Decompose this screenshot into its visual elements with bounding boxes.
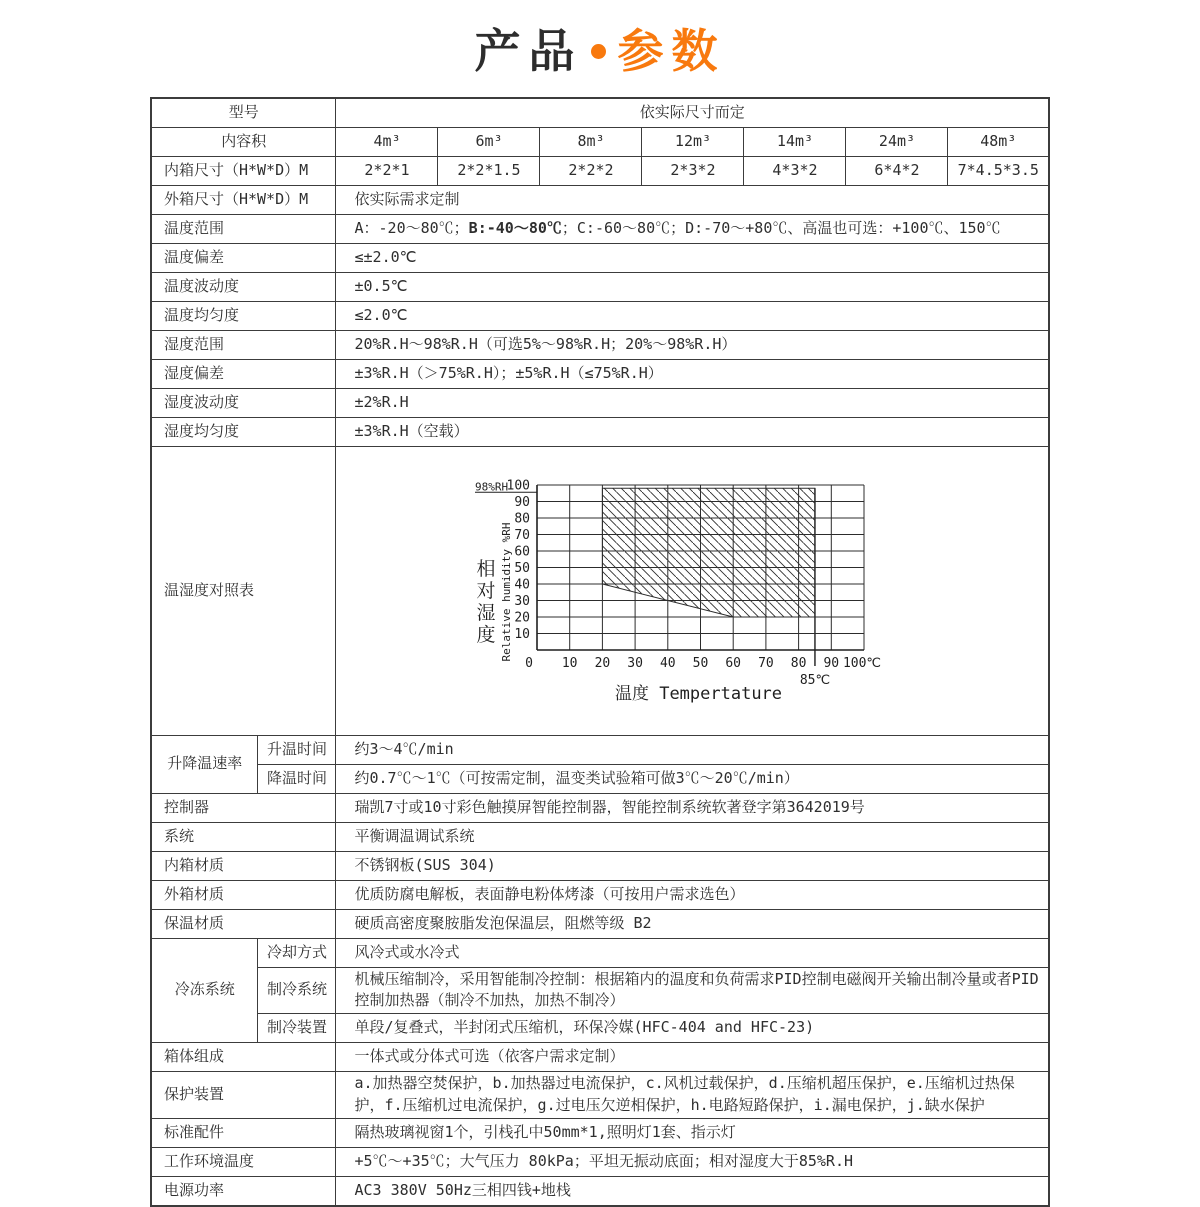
- volume-cell: 24m³: [846, 127, 948, 156]
- row-value: 优质防腐电解板，表面静电粉体烤漆（可按用户需求选色）: [336, 880, 1049, 909]
- y-tick-label: 60: [514, 544, 531, 560]
- row-label: 湿度均匀度: [151, 417, 336, 446]
- row-label: 保温材质: [151, 909, 336, 938]
- volume-cell: 14m³: [744, 127, 846, 156]
- inner-size-cell: 2*2*2: [540, 156, 642, 185]
- row-inner-material: [151, 851, 1049, 880]
- x-tick-label: 50: [693, 655, 709, 671]
- page-title-black: 产品: [474, 25, 583, 77]
- row-temp-deviation: [151, 243, 1049, 272]
- inner-size-cell: 2*2*1.5: [438, 156, 540, 185]
- row-label: 控制器: [151, 793, 336, 822]
- row-sublabel: 升温时间: [258, 735, 336, 764]
- row-value: a.加热器空焚保护，b.加热器过电流保护，c.风机过载保护，d.压缩机超压保护，e.压缩机过热保护，f.压缩机过电流保护，g.过电压欠逆相保护，h.电路短路保护，i.漏电保护，j.缺水保护: [336, 1072, 1049, 1119]
- row-sublabel: 降温时间: [258, 764, 336, 793]
- row-sublabel: 制冷装置: [258, 1014, 336, 1043]
- row-label: 箱体组成: [151, 1043, 336, 1072]
- x-tick-label: 40: [660, 655, 677, 671]
- temp-range-pre: A：-20～80℃；: [354, 218, 469, 237]
- row-value: 平衡调温调试系统: [336, 822, 1049, 851]
- row-label: 内箱材质: [151, 851, 336, 880]
- inner-size-cell: 4*3*2: [744, 156, 846, 185]
- row-label: 工作环境温度: [151, 1147, 336, 1176]
- row-system: [151, 822, 1049, 851]
- temp-humidity-chart: [472, 475, 912, 707]
- page: [0, 26, 1200, 1207]
- row-label: 内箱尺寸（H*W*D）M: [151, 156, 336, 185]
- x-tick-label: 80: [791, 655, 807, 671]
- row-humidity-range: [151, 330, 1049, 359]
- row-volume: [151, 127, 1049, 156]
- row-temp-humidity-chart: [151, 446, 1049, 735]
- title-separator-dot-icon: [591, 44, 606, 59]
- row-label: 温度范围: [151, 214, 336, 243]
- row-label: 标准配件: [151, 1118, 336, 1147]
- y-tick-label: 10: [514, 626, 531, 642]
- row-insulation: [151, 909, 1049, 938]
- row-sublabel: 制冷系统: [258, 967, 336, 1014]
- row-temp-fluctuation: [151, 272, 1049, 301]
- y-tick-label: 90: [514, 494, 531, 510]
- x-tick-label: 90: [823, 655, 840, 671]
- row-value: ≤±2.0℃: [336, 243, 1049, 272]
- row-label: 内容积: [151, 127, 336, 156]
- row-humidity-fluctuation: [151, 388, 1049, 417]
- page-title-orange: 参数: [617, 25, 726, 77]
- row-label: 湿度范围: [151, 330, 336, 359]
- row-label: 温湿度对照表: [151, 446, 336, 735]
- row-value: ≤2.0℃: [336, 301, 1049, 330]
- row-model: [151, 98, 1049, 128]
- volume-cell: 12m³: [642, 127, 744, 156]
- page-title: [0, 26, 1200, 77]
- row-value: 20%R.H～98%R.H（可选5%～98%R.H；20%～98%R.H）: [336, 330, 1049, 359]
- row-value: 硬质高密度聚胺脂发泡保温层，阻燃等级 B2: [336, 909, 1049, 938]
- row-humidity-deviation: [151, 359, 1049, 388]
- row-value: ±2%R.H: [336, 388, 1049, 417]
- row-value: 一体式或分体式可选（依客户需求定制）: [336, 1043, 1049, 1072]
- x-tick-label: 10: [562, 655, 579, 671]
- row-label: 系统: [151, 822, 336, 851]
- y-axis-title-en: Relative humidity %RH: [500, 522, 514, 662]
- row-label: 温度均匀度: [151, 301, 336, 330]
- inner-size-cell: 6*4*2: [846, 156, 948, 185]
- row-label: 型号: [151, 98, 336, 128]
- row-temp-range: [151, 214, 1049, 243]
- x-tick-label: 20: [595, 655, 611, 671]
- row-humidity-uniformity: [151, 417, 1049, 446]
- y-tick-label: 80: [514, 511, 531, 527]
- volume-cell: 48m³: [948, 127, 1049, 156]
- row-temp-uniformity: [151, 301, 1049, 330]
- y-tick-label: 50: [514, 560, 531, 576]
- y-tick-label: 20: [514, 610, 531, 626]
- row-value: 机械压缩制冷，采用智能制冷控制：根据箱内的温度和负荷需求PID控制电磁阀开关输出制冷量或者PID控制加热器（制冷不加热，加热不制冷）: [336, 967, 1049, 1014]
- refrigeration-group-label: 冷冻系统: [151, 938, 258, 1043]
- y-annotation-98rh: 98%RH: [475, 479, 509, 493]
- row-value: 瑞凯7寸或10寸彩色触摸屏智能控制器，智能控制系统软著登字第3642019号: [336, 793, 1049, 822]
- row-outer-size: [151, 185, 1049, 214]
- x-tick-label: 30: [627, 655, 644, 671]
- y-axis-title-cn: 度: [476, 623, 496, 646]
- row-value: AC3 380V 50Hz三相四钱+地栈: [336, 1176, 1049, 1206]
- row-value: 风冷式或水冷式: [336, 938, 1049, 967]
- spec-table: [150, 97, 1050, 1207]
- row-value: ±3%R.H（空载）: [336, 417, 1049, 446]
- x-tick-label: 60: [725, 655, 742, 671]
- temp-range-post: ；C:-60～80℃；D:-70～+80℃、高温也可选：+100℃、150℃: [561, 218, 1001, 237]
- y-tick-label: 100: [507, 478, 531, 494]
- row-ramp-up: [151, 735, 1049, 764]
- y-tick-label: 40: [514, 577, 531, 593]
- x-tick-label: 70: [758, 655, 775, 671]
- y-tick-label: 30: [514, 593, 531, 609]
- inner-size-cell: 2*3*2: [642, 156, 744, 185]
- row-inner-size: [151, 156, 1049, 185]
- row-ramp-down: [151, 764, 1049, 793]
- x-tick-label: 0: [525, 655, 534, 671]
- row-value: 隔热玻璃视窗1个，引栈孔中50mm*1,照明灯1套、指示灯: [336, 1118, 1049, 1147]
- humidity-envelope-region: [603, 488, 816, 617]
- row-refrigeration-system: [151, 967, 1049, 1014]
- volume-cell: 6m³: [438, 127, 540, 156]
- x-end-label: 100℃: [843, 655, 882, 671]
- chart-cell: [336, 446, 1049, 735]
- row-controller: [151, 793, 1049, 822]
- row-value: [336, 214, 1049, 243]
- row-label: 保护装置: [151, 1072, 336, 1119]
- row-label: 湿度波动度: [151, 388, 336, 417]
- row-working-env: [151, 1147, 1049, 1176]
- row-sublabel: 冷却方式: [258, 938, 336, 967]
- row-value: 约0.7℃～1℃（可按需定制，温变类试验箱可做3℃～20℃/min）: [336, 764, 1049, 793]
- y-tick-label: 70: [514, 527, 531, 543]
- row-label: 外箱尺寸（H*W*D）M: [151, 185, 336, 214]
- y-axis-title-cn: 相: [476, 557, 496, 580]
- row-accessories: [151, 1118, 1049, 1147]
- row-label: 湿度偏差: [151, 359, 336, 388]
- row-cabinet: [151, 1043, 1049, 1072]
- row-cooling-method: [151, 938, 1049, 967]
- row-refrigeration-device: [151, 1014, 1049, 1043]
- row-protection: [151, 1072, 1049, 1119]
- row-value: +5℃～+35℃；大气压力 80kPa；平坦无振动底面；相对湿度大于85%R.H: [336, 1147, 1049, 1176]
- row-value: 不锈钢板(SUS 304): [336, 851, 1049, 880]
- row-power: [151, 1176, 1049, 1206]
- row-label: 外箱材质: [151, 880, 336, 909]
- row-label: 温度偏差: [151, 243, 336, 272]
- y-axis-title-cn: 湿: [476, 601, 496, 624]
- y-axis-title-cn: 对: [476, 579, 496, 602]
- x-special-label: 85℃: [800, 672, 831, 688]
- row-value: 依实际需求定制: [336, 185, 1049, 214]
- x-axis-title: 温度 Tempertature: [615, 683, 783, 704]
- inner-size-cell: 2*2*1: [336, 156, 438, 185]
- volume-cell: 8m³: [540, 127, 642, 156]
- inner-size-cell: 7*4.5*3.5: [948, 156, 1049, 185]
- row-outer-material: [151, 880, 1049, 909]
- temp-range-bold: B:-40～80℃: [468, 218, 562, 237]
- row-value: ±0.5℃: [336, 272, 1049, 301]
- row-value: 单段/复叠式，半封闭式压缩机，环保冷媒(HFC-404 and HFC-23): [336, 1014, 1049, 1043]
- row-label: 温度波动度: [151, 272, 336, 301]
- row-label: 电源功率: [151, 1176, 336, 1206]
- ramp-group-label: 升降温速率: [151, 735, 258, 793]
- row-value: 依实际尺寸而定: [336, 98, 1049, 128]
- row-value: 约3～4℃/min: [336, 735, 1049, 764]
- row-value: ±3%R.H（＞75%R.H）；±5%R.H（≤75%R.H）: [336, 359, 1049, 388]
- volume-cell: 4m³: [336, 127, 438, 156]
